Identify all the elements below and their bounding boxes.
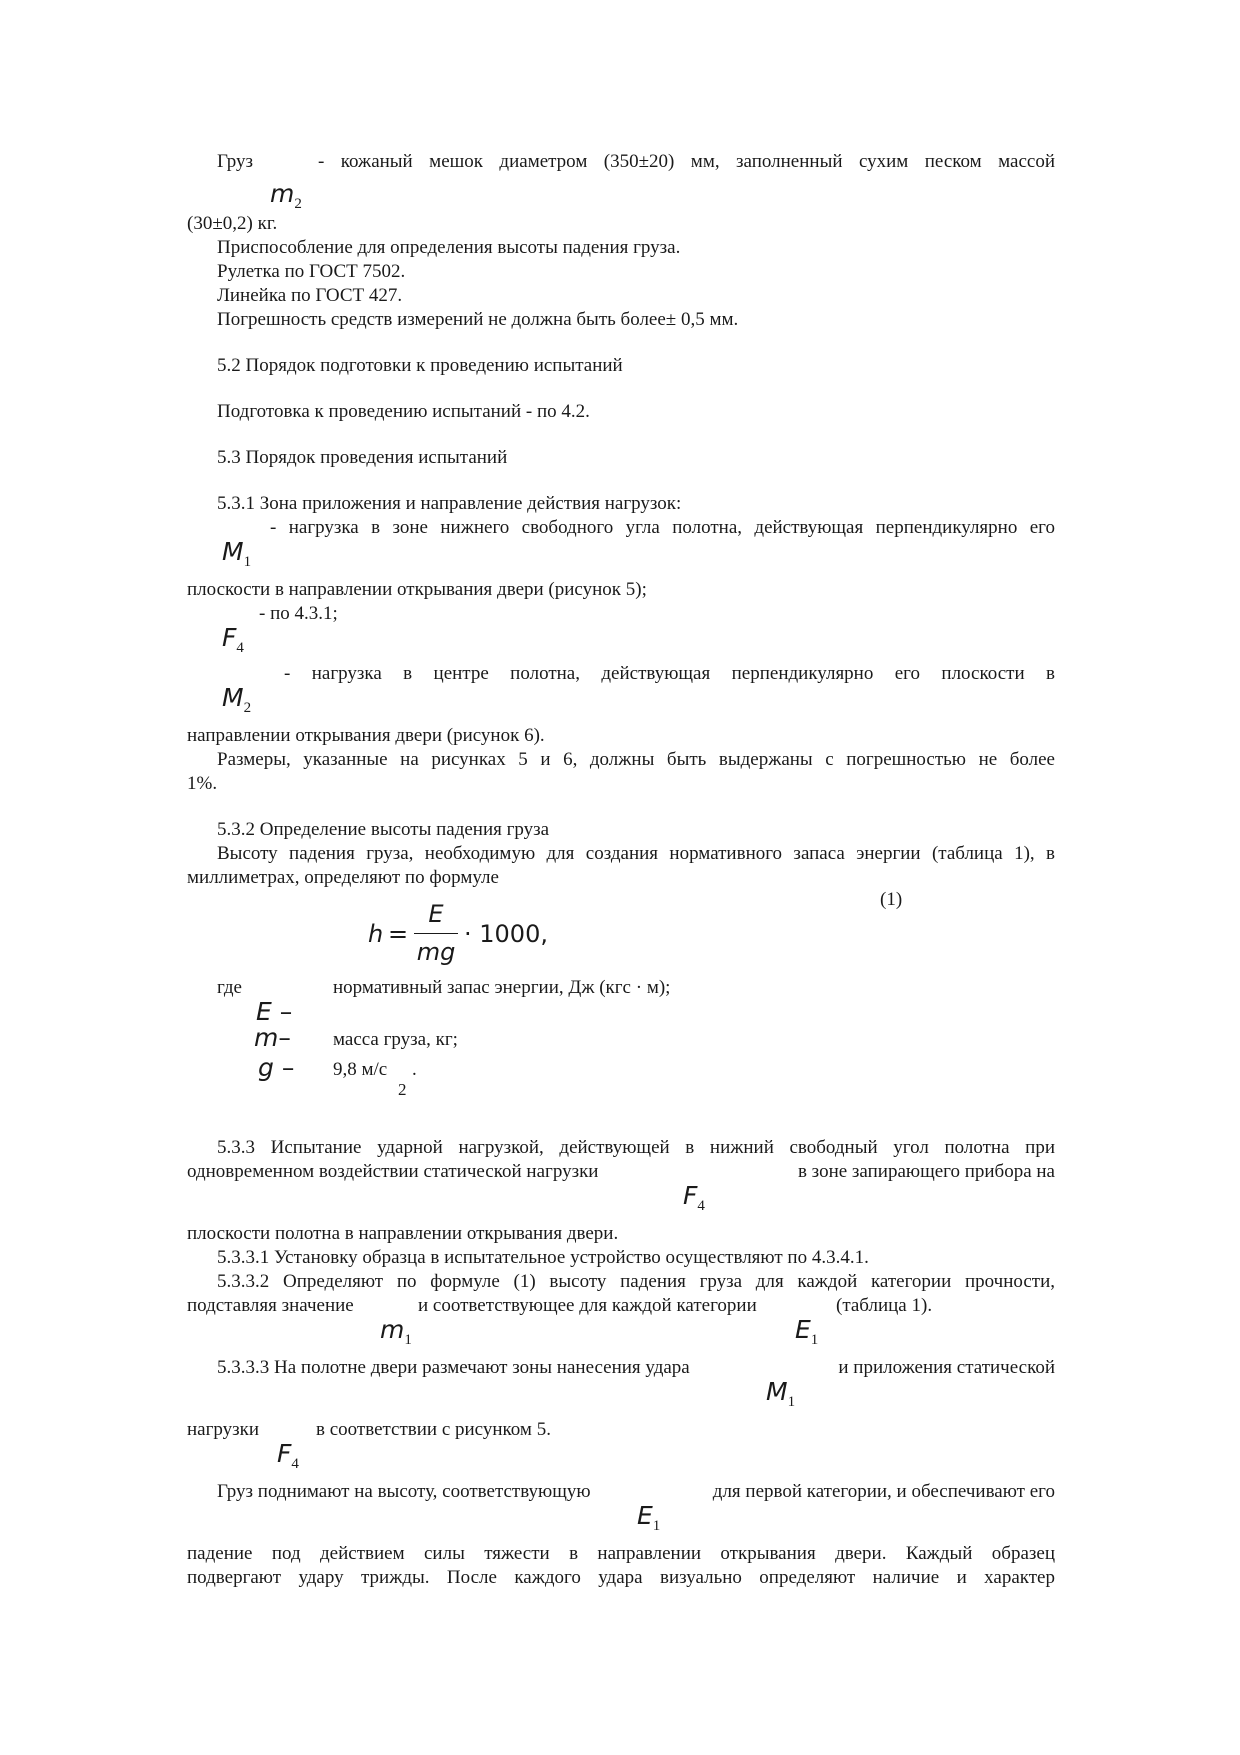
math-m-def: m– — [254, 1023, 291, 1052]
formula-equals: = — [388, 920, 409, 948]
text-lift-b: для первой категории, и обеспечивают его — [712, 1481, 1055, 1502]
text-5-3-3-2-c: и соответствующее для каждой категории — [418, 1295, 757, 1316]
text-5-3-3-3-d: в соответствии с рисунком 5. — [316, 1419, 551, 1440]
definition-e: нормативный запас энергии, Дж (кгс · м); — [333, 977, 671, 998]
section-heading-5-3-1: 5.3.1 Зона приложения и направление действия нагрузок: — [217, 493, 682, 514]
formula-number: (1) — [880, 889, 903, 910]
text-where: где — [217, 977, 242, 998]
text-fall: падение под действием силы тяжести в направлении открывания двери. Каждый образец — [187, 1543, 1055, 1564]
text-m1-load-cont: плоскости в направлении открывания двери (рисунок 5); — [187, 579, 647, 600]
math-M2: $M_2$ — [222, 683, 252, 716]
text-preparation: Подготовка к проведению испытаний - по 4.2. — [217, 401, 590, 422]
section-heading-5-3-2: 5.3.2 Определение высоты падения груза — [217, 819, 550, 840]
text-dimensions-cont: 1%. — [187, 773, 218, 794]
formula-h: h — [368, 920, 384, 948]
section-heading-5-3: 5.3 Порядок проведения испытаний — [217, 447, 508, 468]
text-f4-ref: - по 4.3.1; — [259, 603, 338, 624]
definition-g: 9,8 м/с — [333, 1059, 388, 1080]
text-m1-load: - нагрузка в зоне нижнего свободного угла полотна, действующая перпендикулярно его — [270, 517, 1055, 538]
math-E1: $E_1$ — [795, 1315, 819, 1348]
text-5-3-3-2: 5.3.3.2 Определяют по формуле (1) высоту падения груза для каждой категории прочности, — [217, 1271, 1055, 1292]
math-m1: $m_1$ — [380, 1315, 412, 1348]
text-fixture: Приспособление для определения высоты падения груза. — [217, 237, 681, 258]
formula-drop-height — [368, 900, 568, 972]
text-load-label: Груз — [217, 151, 254, 172]
math-F4-inline: $F_4$ — [683, 1181, 705, 1214]
definition-m: масса груза, кг; — [333, 1029, 458, 1050]
section-heading-5-3-3: 5.3.3 Испытание ударной нагрузкой, действующей в нижний свободный угол полотна при — [217, 1137, 1055, 1158]
formula-factor: · 1000, — [464, 920, 548, 948]
math-M1: $M_1$ — [222, 537, 252, 570]
math-M1-inline: $M_1$ — [766, 1377, 796, 1410]
text-drop-height: Высоту падения груза, необходимую для создания нормативного запаса энергии (таблица 1), в — [217, 843, 1055, 864]
text-dimensions: Размеры, указанные на рисунках 5 и 6, должны быть выдержаны с погрешностью не более — [217, 749, 1055, 770]
text-5-3-3-c: в зоне запирающего прибора на — [797, 1161, 1055, 1182]
text-5-3-3-1: 5.3.3.1 Установку образца в испытательное устройство осуществляют по 4.3.4.1. — [217, 1247, 869, 1268]
text-5-3-3-3-c: нагрузки — [187, 1419, 260, 1440]
text-m2-load-cont: направлении открывания двери (рисунок 6). — [187, 725, 545, 746]
text-5-3-3-2-d: (таблица 1). — [836, 1295, 933, 1316]
text-measure-error: Погрешность средств измерений не должна быть более± 0,5 мм. — [217, 309, 739, 330]
formula-fraction-bar — [414, 933, 458, 934]
section-heading-5-2: 5.2 Порядок подготовки к проведению испытаний — [217, 355, 623, 376]
text-lift: Груз поднимают на высоту, соответствующую — [217, 1481, 591, 1502]
text-5-3-3-3-b: и приложения статической — [838, 1357, 1055, 1378]
text-load-mass: (30±0,2) кг. — [187, 213, 278, 234]
formula-denominator: mg — [416, 938, 456, 966]
math-m2: $m_2$ — [270, 179, 302, 212]
text-drop-height-cont: миллиметрах, определяют по формуле — [187, 867, 499, 888]
text-load-description: - кожаный мешок диаметром (350±20) мм, заполненный сухим песком массой — [318, 151, 1055, 172]
definition-g-exponent: 2 — [398, 1080, 407, 1099]
text-tape: Рулетка по ГОСТ 7502. — [217, 261, 406, 282]
math-g-def: g – — [258, 1053, 295, 1082]
math-F4-zone: $F_4$ — [277, 1439, 299, 1472]
text-5-3-3-b: одновременном воздействии статической нагрузки — [187, 1161, 599, 1182]
text-m2-load: - нагрузка в центре полотна, действующая перпендикулярно его плоскости в — [284, 663, 1055, 684]
text-fall-cont: подвергают удару трижды. После каждого удара визуально определяют наличие и характер — [187, 1567, 1055, 1588]
math-F4: $F_4$ — [222, 623, 244, 656]
text-5-3-3-3: 5.3.3.3 На полотне двери размечают зоны нанесения удара — [217, 1357, 690, 1378]
math-E1-lift: $E_1$ — [637, 1501, 661, 1534]
formula-numerator: E — [428, 900, 444, 928]
text-5-3-3-d: плоскости полотна в направлении открывания двери. — [187, 1223, 619, 1244]
math-E-def: E – — [256, 997, 293, 1026]
definition-g-end: . — [412, 1059, 417, 1080]
text-ruler: Линейка по ГОСТ 427. — [217, 285, 403, 306]
text-5-3-3-2-b: подставляя значение — [187, 1295, 354, 1316]
